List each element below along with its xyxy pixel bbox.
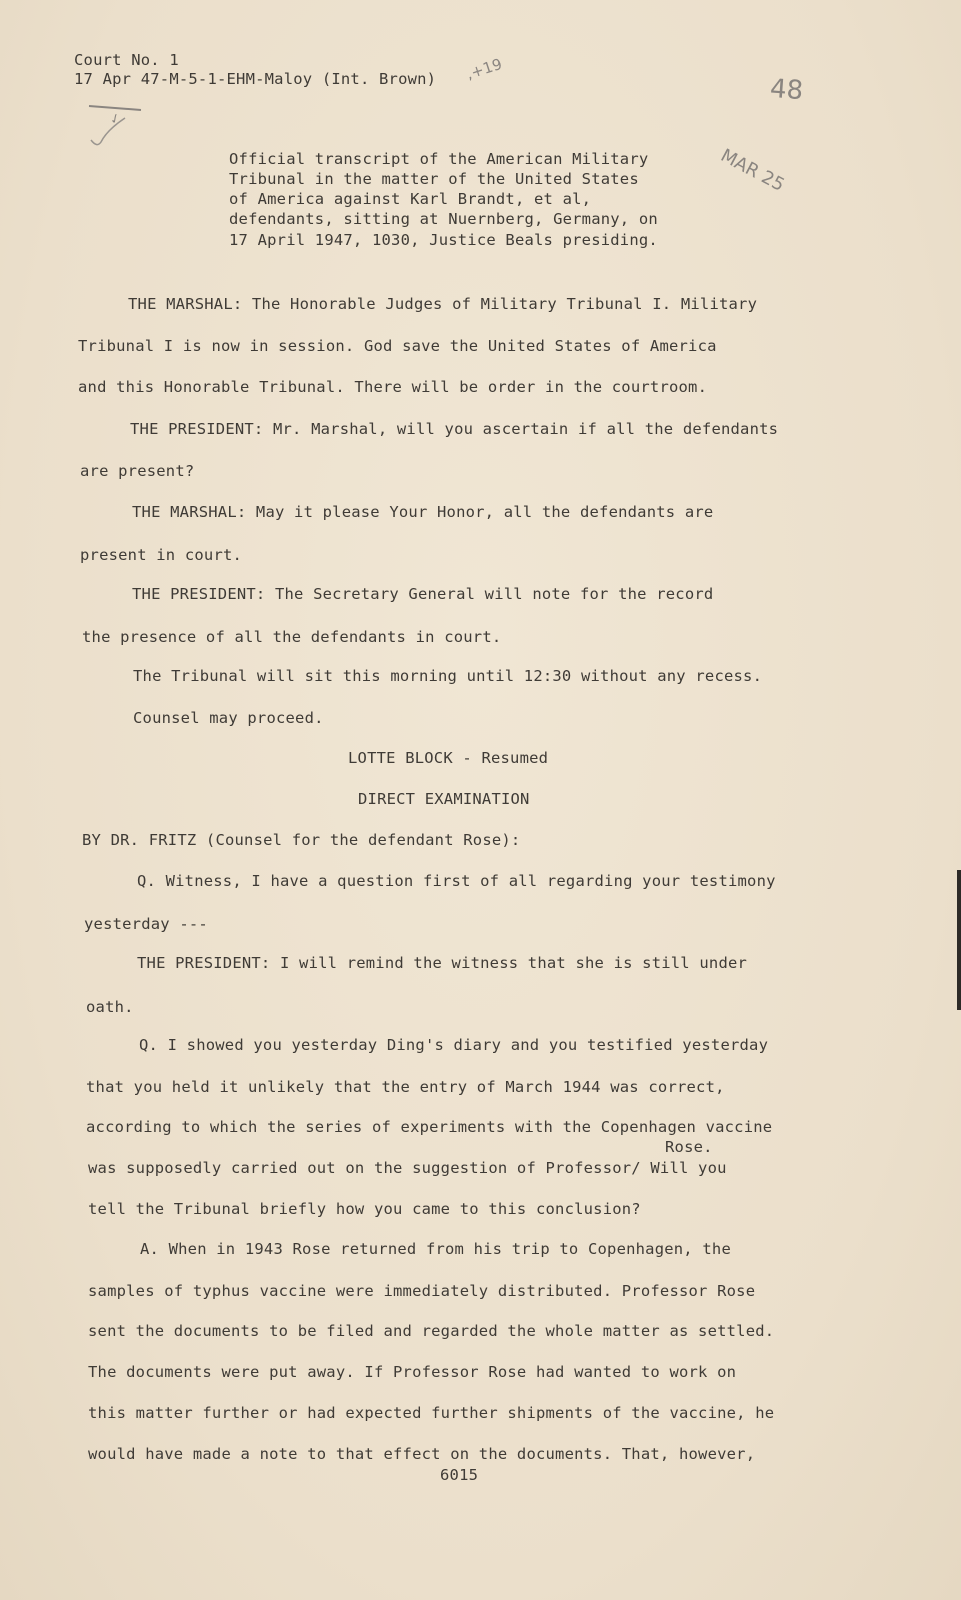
body-line: THE MARSHAL: The Honorable Judges of Military Tribunal I. Military [128,295,758,313]
body-line: samples of typhus vaccine were immediately distributed. Professor Rose [88,1282,756,1300]
body-line: THE PRESIDENT: The Secretary General will note for the record [132,585,714,603]
body-line: Tribunal I is now in session. God save the United States of America [78,337,717,355]
body-line: present in court. [80,546,243,564]
page-number: 6015 [440,1466,479,1484]
body-line: and this Honorable Tribunal. There will be order in the courtroom. [78,378,708,396]
transcript-reference: 17 Apr 47-M-5-1-EHM-Maloy (Int. Brown) [74,70,437,88]
body-line: Q. I showed you yesterday Ding's diary and you testified yesterday [139,1036,769,1054]
body-line: are present? [80,462,195,480]
intro-line: 17 April 1947, 1030, Justice Beals presiding. [229,231,658,249]
binding-edge [957,870,961,1010]
body-line: oath. [86,998,134,1016]
body-line: tell the Tribunal briefly how you came to this conclusion? [88,1200,641,1218]
body-line: THE PRESIDENT: I will remind the witness that she is still under [137,954,748,972]
interlinear-insert: Rose. [665,1138,713,1156]
intro-line: Tribunal in the matter of the United States [229,170,639,188]
intro-line: of America against Karl Brandt, et al, [229,190,592,208]
body-line: yesterday --- [84,915,208,933]
body-line: Q. Witness, I have a question first of all regarding your testimony [137,872,776,890]
body-line: The documents were put away. If Professor Rose had wanted to work on [88,1363,737,1381]
handwritten-note: ,+19 [464,54,505,84]
pencil-mark-icon [85,100,155,155]
body-line: BY DR. FRITZ (Counsel for the defendant Rose): [82,831,521,849]
date-stamp: MAR 25 [717,145,788,196]
witness-heading: LOTTE BLOCK - Resumed [348,749,549,767]
court-number: Court No. 1 [74,51,179,69]
body-line: the presence of all the defendants in court. [82,628,502,646]
body-line: would have made a note to that effect on the documents. That, however, [88,1445,756,1463]
handwritten-check: ✓ [107,110,124,129]
body-line: THE PRESIDENT: Mr. Marshal, will you ascertain if all the defendants [130,420,779,438]
body-line: that you held it unlikely that the entry of March 1944 was correct, [86,1078,725,1096]
body-line: The Tribunal will sit this morning until 12:30 without any recess. [133,667,763,685]
body-line: THE MARSHAL: May it please Your Honor, all the defendants are [132,503,714,521]
intro-line: Official transcript of the American Military [229,150,649,168]
body-line: sent the documents to be filed and regarded the whole matter as settled. [88,1322,775,1340]
body-line: Counsel may proceed. [133,709,324,727]
body-line: this matter further or had expected further shipments of the vaccine, he [88,1404,775,1422]
intro-line: defendants, sitting at Nuernberg, Germany, on [229,210,658,228]
handwritten-page-number: 48 [768,73,805,107]
body-line: was supposedly carried out on the suggestion of Professor/ Will you [88,1159,727,1177]
body-line: according to which the series of experiments with the Copenhagen vaccine [86,1118,773,1136]
examination-heading: DIRECT EXAMINATION [358,790,530,808]
body-line: A. When in 1943 Rose returned from his trip to Copenhagen, the [140,1240,731,1258]
